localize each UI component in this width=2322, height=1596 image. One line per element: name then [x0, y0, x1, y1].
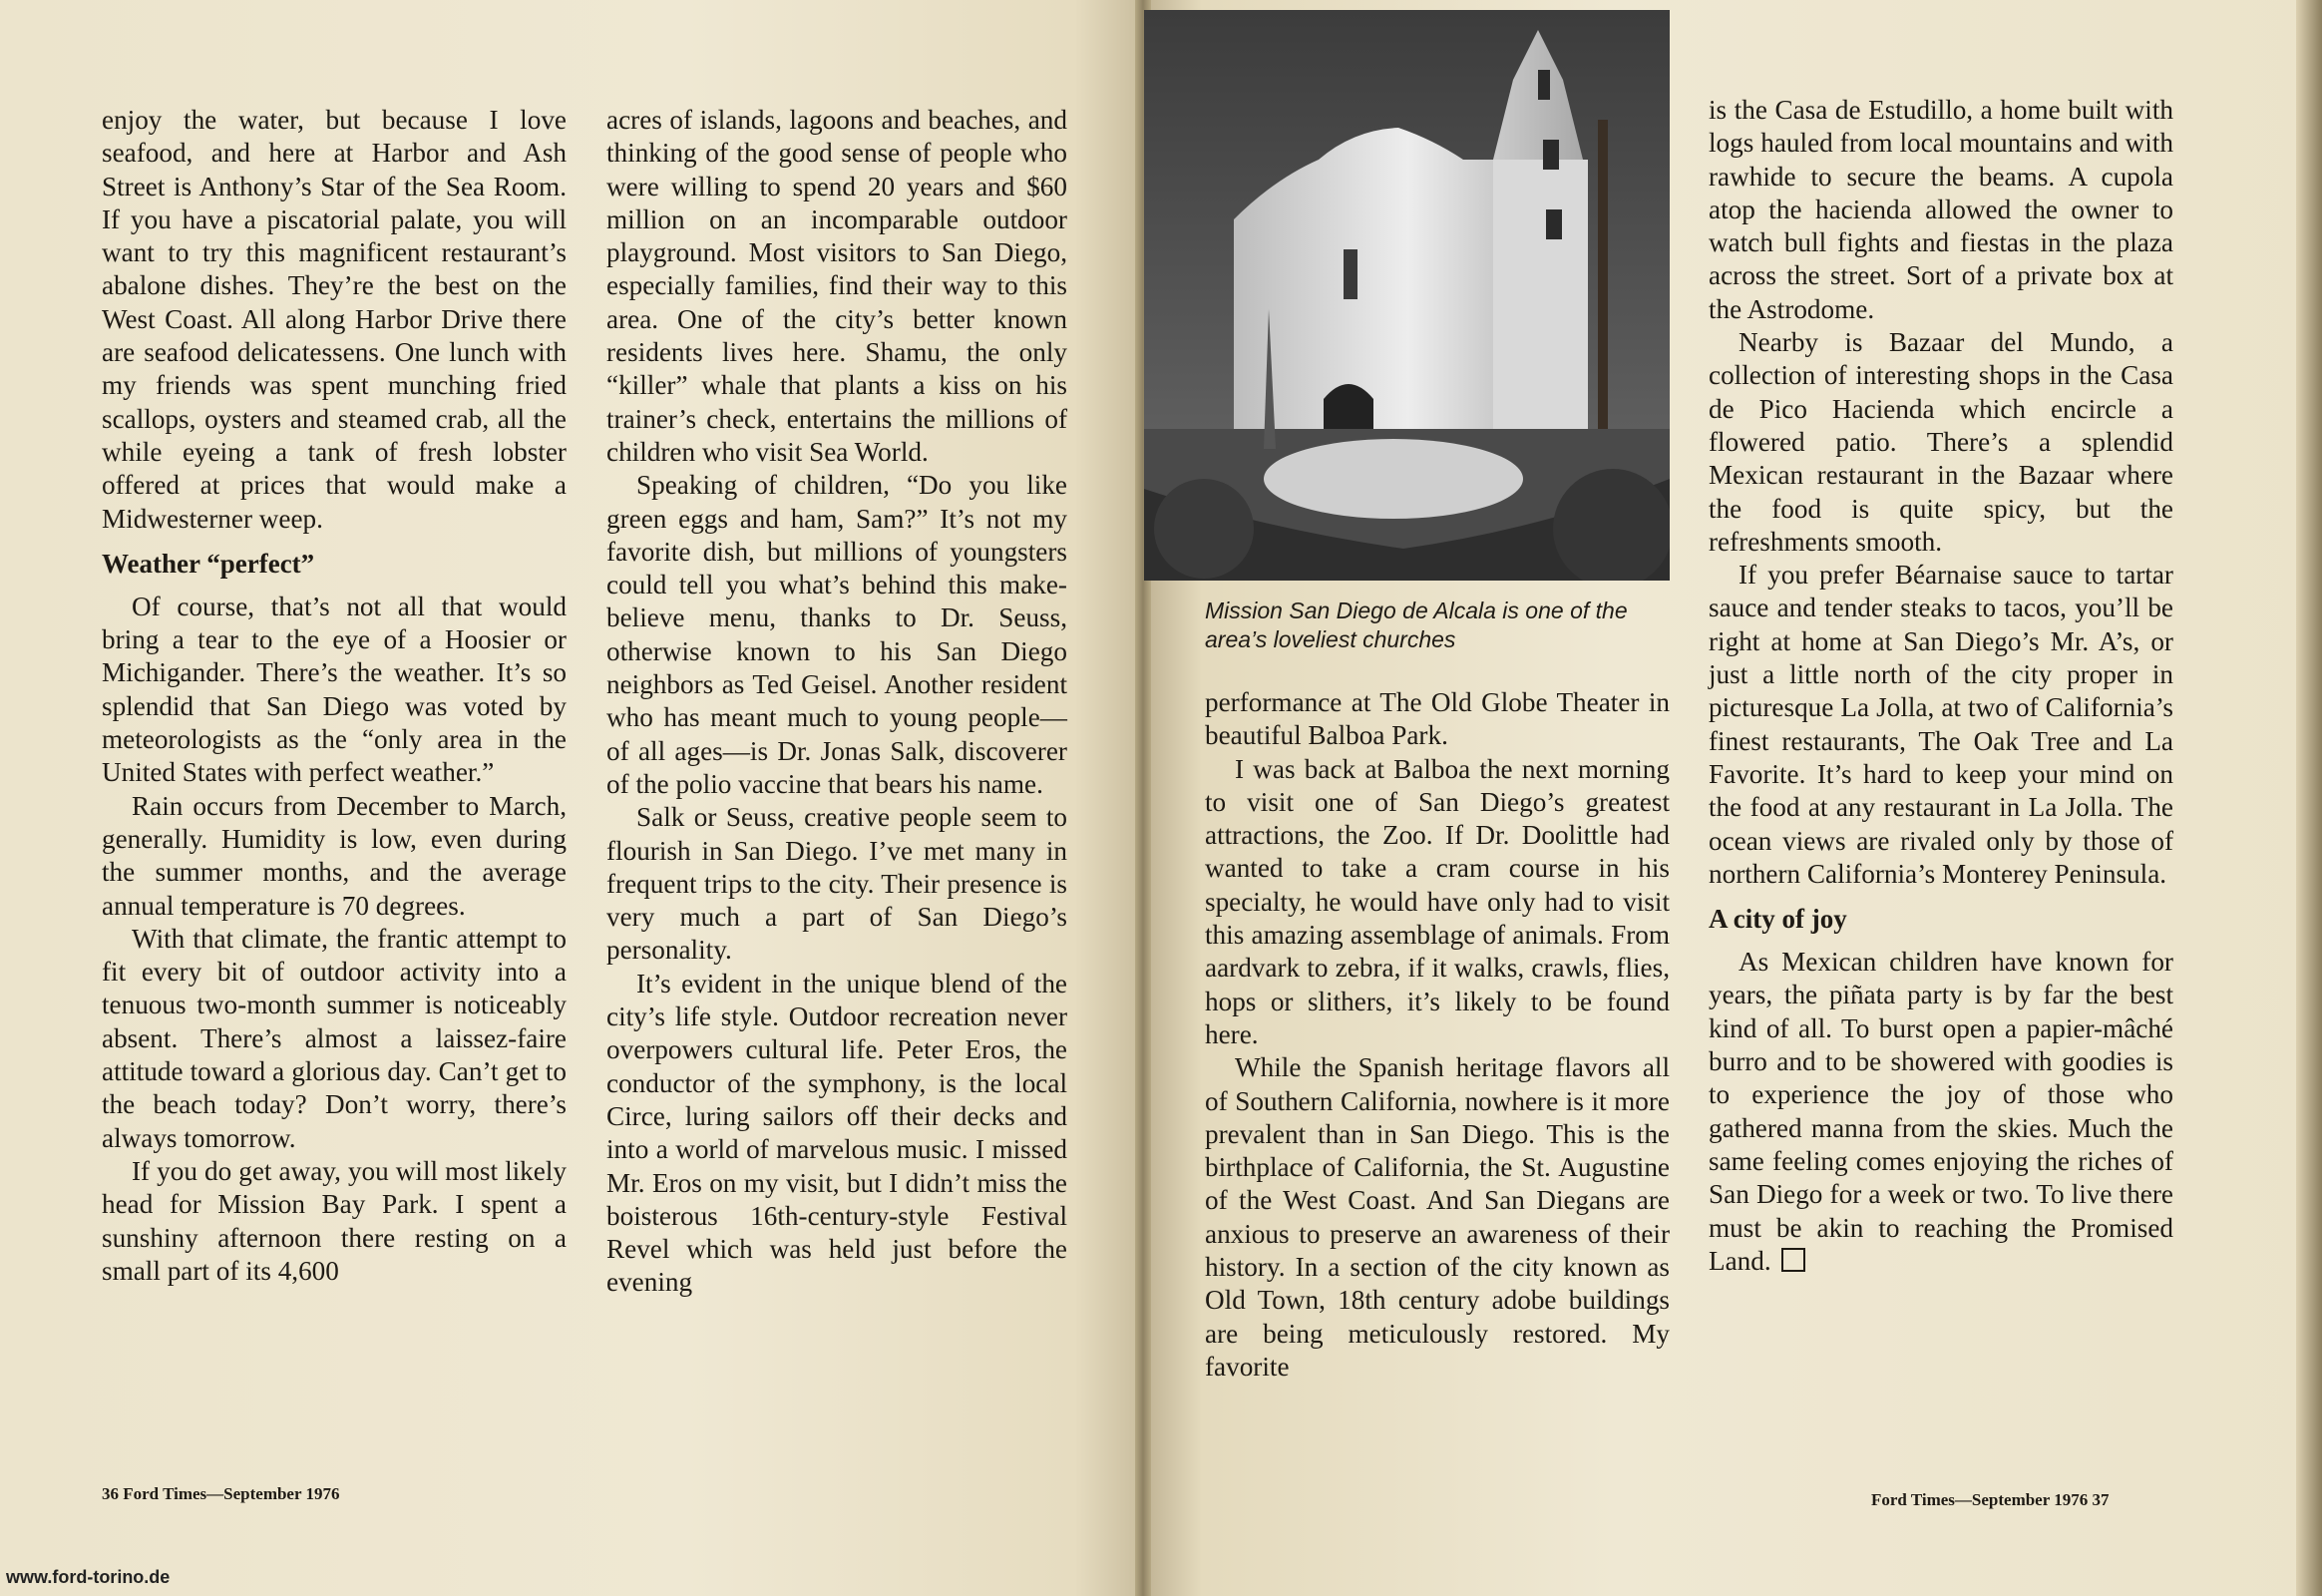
paragraph	[606, 469, 1067, 801]
paragraph-text: Nearby is Bazaar del Mundo, a collection of interesting shops in the Casa de Pico Hacienda which encircle a flowered patio. There’s a splendid Mexican restaurant in the Bazaar where the food is quite spicy, but the refreshments smooth.	[1709, 327, 2173, 557]
paragraph	[102, 923, 567, 1155]
paragraph-text: If you prefer Béarnaise sauce to tartar sauce and tender steaks to tacos, you’ll be right at home at San Diego’s Mr. A’s, or just a little north of the city proper in picturesque La Jolla, at two of California’s finest restaurants, The Oak Tree and La Favorite. It’s hard to keep your mind on the food at any restaurant in La Jolla. The ocean views are rivaled only by those of northern California’s Monterey Peninsula.	[1709, 560, 2173, 889]
paragraph-text: enjoy the water, but because I love seafood, and here at Harbor and Ash Street is Anthony’s Star of the Sea Room. If you have a piscatorial palate, you will want to try this magnificent restaurant’s abalone dishes. They’re the best on the West Coast. All along Harbor Drive there are seafood delicatessens. One lunch with my friends was spent munching fried scallops, oysters and steamed crab, all the while eyeing a tank of fresh lobster offered at prices that would make a Midwesterner weep.	[102, 105, 567, 534]
paragraph	[1205, 1051, 1670, 1384]
watermark: www.ford-torino.de	[6, 1567, 171, 1587]
section-heading	[102, 548, 567, 581]
paragraph-text: If you do get away, you will most likely head for Mission Bay Park. I spent a sunshiny afternoon there resting on a small part of its 4,600	[102, 1155, 567, 1286]
end-mark-icon	[1781, 1248, 1805, 1272]
paragraph	[102, 104, 567, 536]
paragraph	[606, 968, 1067, 1300]
paragraph	[1205, 686, 1670, 753]
paragraph-text: Salk or Seuss, creative people seem to flourish in San Diego. I’ve met many in frequent trips to the city. Their presence is very much a part of San Diego’s personality.	[606, 802, 1067, 966]
left-column-2	[606, 104, 1067, 1300]
paragraph	[1709, 94, 2173, 326]
paragraph-text: is the Casa de Estudillo, a home built with logs hauled from local mountains and with rawhide to secure the beams. A cupola atop the hacienda allowed the owner to watch bull fights and fiestas in the plaza across the street. Sort of a private box at the Astrodome.	[1709, 95, 2173, 324]
paragraph	[102, 790, 567, 923]
paragraph	[606, 104, 1067, 469]
paragraph-text: I was back at Balboa the next morning to visit one of San Diego’s greatest attractions, the Zoo. If Dr. Doolittle had wanted to take a cram course in his specialty, he would have only had to visit this amazing assemblage of animals. From aardvark to zebra, if it walks, crawls, flies, hops or slithers, it’s likely to be found here.	[1205, 753, 1670, 1049]
mission-photo	[1144, 10, 1670, 581]
right-page-footer: Ford Times—September 1976 37	[1871, 1490, 2110, 1509]
left-column-1	[102, 104, 567, 1288]
paragraph-text: A city of joy	[1709, 904, 1847, 935]
paragraph-text: With that climate, the frantic attempt to fit every bit of outdoor activity into a tenuous two-month summer is noticeably absent. There’s almost a laissez-faire attitude toward a glorious day. Can’t get to the beach today? Don’t worry, there’s always tomorrow.	[102, 923, 567, 1153]
paragraph	[102, 591, 567, 790]
paragraph-text: Rain occurs from December to March, generally. Humidity is low, even during the summer months, and the average annual temperature is 70 degrees.	[102, 790, 567, 921]
right-column-2	[1709, 94, 2173, 1278]
section-heading	[1709, 903, 2173, 936]
paragraph	[1709, 946, 2173, 1278]
paragraph	[102, 1155, 567, 1288]
paragraph-text: While the Spanish heritage flavors all of Southern California, nowhere is it more prevalent than in San Diego. This is the birthplace of California, the St. Augustine of the West Coast. And San Diegans are anxious to preserve an awareness of their history. In a section of the city known as Old Town, 18th century adobe buildings are being meticulously restored. My favorite	[1205, 1052, 1670, 1382]
paragraph-text: acres of islands, lagoons and beaches, and thinking of the good sense of people who were willing to spend 20 years and $60 million on an incomparable outdoor playground. Most visitors to San Diego, especially families, find their way to this area. One of the city’s better known residents lives here. Shamu, the only “killer” whale that plants a kiss on his trainer’s check, entertains the millions of children who visit Sea World.	[606, 105, 1067, 467]
paragraph	[1709, 326, 2173, 559]
photo-caption: Mission San Diego de Alcala is one of the area’s loveliest churches	[1205, 598, 1628, 652]
paragraph-text: Weather “perfect”	[102, 548, 315, 579]
paragraph	[1709, 559, 2173, 891]
paragraph-text: Of course, that’s not all that would bring a tear to the eye of a Hoosier or Michigander. There’s the weather. It’s so splendid that San Diego was voted by meteorologists as the “only area in the United States with perfect weather.”	[102, 591, 567, 788]
paragraph	[606, 801, 1067, 967]
paragraph-text: performance at The Old Globe Theater in beautiful Balboa Park.	[1205, 687, 1670, 751]
paragraph-text: Speaking of children, “Do you like green eggs and ham, Sam?” It’s not my favorite dish, but millions of youngsters could tell you what’s behind this make-believe menu, thanks to Dr. Seuss, otherwise known to his San Diego neighbors as Ted Geisel. Another resident who has meant much to young people—of all ages—is Dr. Jonas Salk, discoverer of the polio vaccine that bears his name.	[606, 470, 1067, 799]
paragraph-text: It’s evident in the unique blend of the city’s life style. Outdoor recreation never overpowers cultural life. Peter Eros, the conductor of the symphony, is the local Circe, luring sailors off their decks and into a world of marvelous music. I missed Mr. Eros on my visit, but I didn’t miss the boisterous 16th-century-style Festival Revel which was held just before the evening	[606, 968, 1067, 1298]
right-column-1	[1205, 686, 1670, 1384]
paragraph-text: As Mexican children have known for years, the piñata party is by far the best kind of all. To burst open a papier-mâché burro and to be showered with goodies is to experience the joy of those who gathered manna from the skies. Much the same feeling comes enjoying the riches of San Diego for a week or two. To live there must be akin to reaching the Promised Land.	[1709, 947, 2173, 1276]
left-page-footer: 36 Ford Times—September 1976	[102, 1484, 340, 1503]
page-edge	[2296, 0, 2322, 1596]
paragraph	[1205, 753, 1670, 1052]
